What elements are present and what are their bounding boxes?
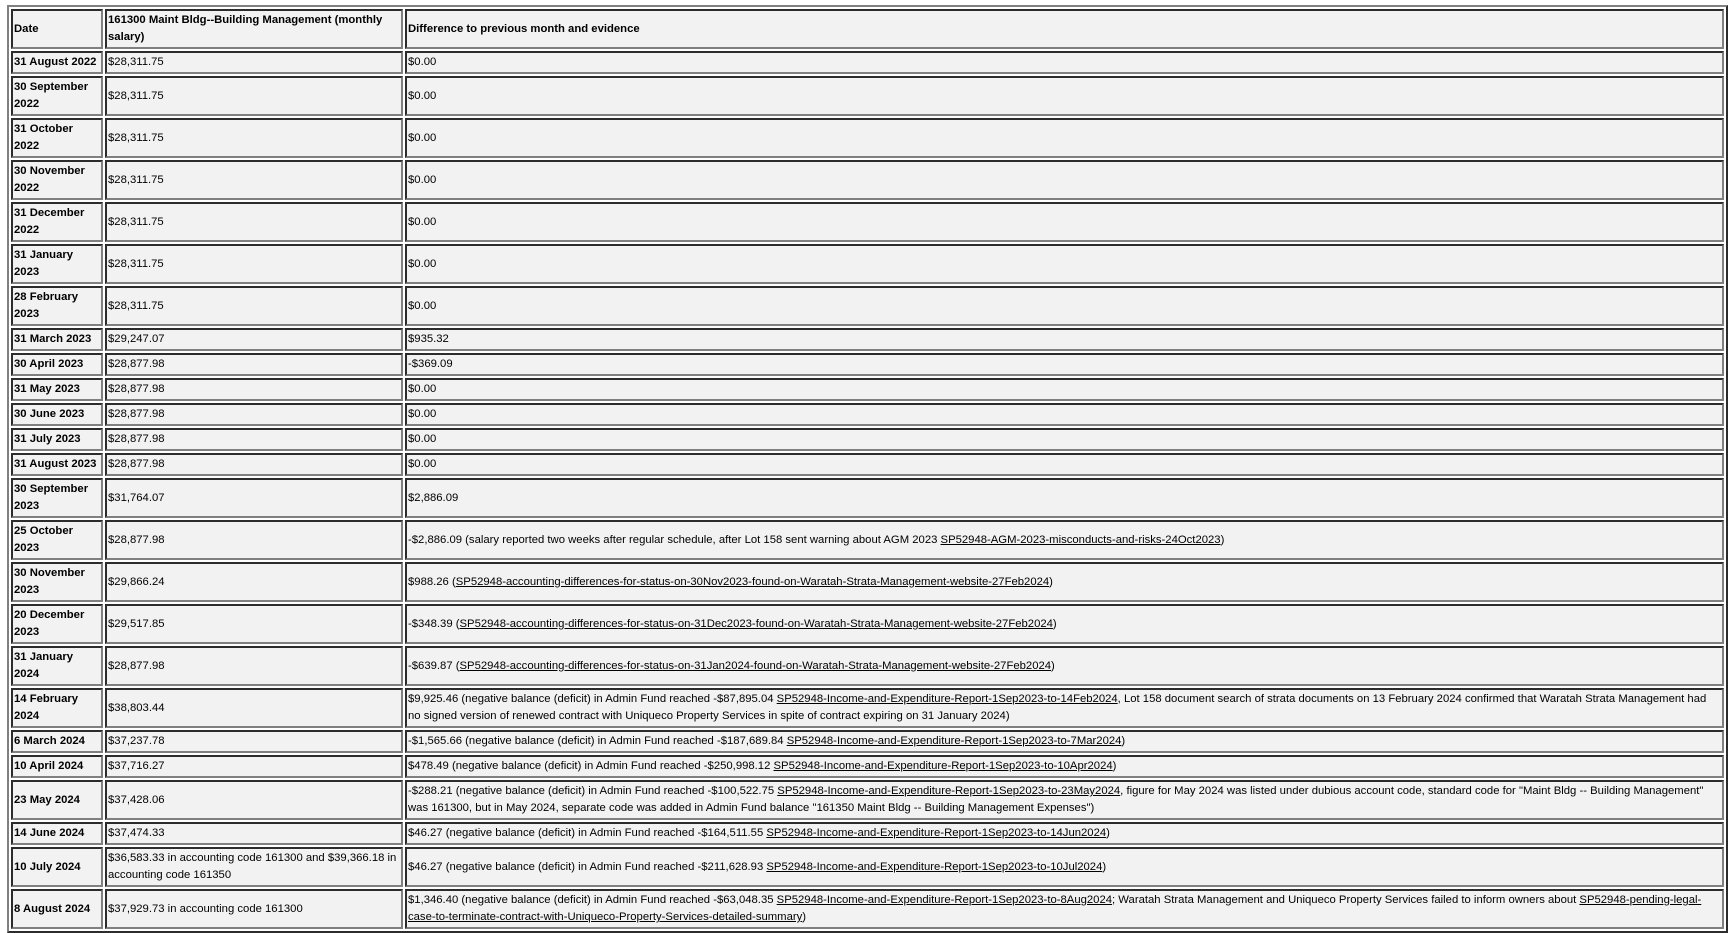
difference-text: , Lot 158 document search of strata documents on 13 February 2024 confirmed that Waratah Strata Management had no signed version of renewed contract with Uniqueco Property Services in spite of contract expiring on 31 January 2024) xyxy=(408,693,1707,722)
table-row xyxy=(11,428,1724,451)
table-row xyxy=(11,328,1724,351)
row-difference xyxy=(405,202,1724,242)
difference-text: -$369.09 xyxy=(408,358,453,370)
table-row xyxy=(11,520,1724,560)
row-salary: $28,311.75 xyxy=(105,160,403,200)
row-difference xyxy=(405,160,1724,200)
difference-text: $0.00 xyxy=(408,408,437,420)
difference-text: ) xyxy=(1052,617,1057,630)
table-row xyxy=(11,378,1724,401)
row-date: 30 September 2022 xyxy=(11,76,103,116)
header-salary: 161300 Maint Bldg--Building Management (monthly salary) xyxy=(105,9,403,49)
evidence-link[interactable]: SP52948-Income-and-Expenditure-Report-1Sep2023-to-7Mar2024 xyxy=(786,735,1122,747)
row-difference xyxy=(405,378,1724,401)
table-row xyxy=(11,889,1724,929)
row-difference xyxy=(405,76,1724,116)
row-difference xyxy=(405,822,1724,845)
row-salary: $38,803.44 xyxy=(105,688,403,728)
difference-text: -$2,886.09 (salary reported two weeks after regular schedule, after Lot 158 sent warning about AGM 2023 xyxy=(408,533,941,546)
row-date: 31 December 2022 xyxy=(11,202,103,242)
table-row xyxy=(11,847,1724,887)
row-difference xyxy=(405,847,1724,887)
row-difference xyxy=(405,453,1724,476)
row-difference xyxy=(405,520,1724,560)
row-salary: $28,877.98 xyxy=(105,520,403,560)
evidence-link[interactable]: SP52948-Income-and-Expenditure-Report-1Sep2023-to-23May2024 xyxy=(777,785,1121,797)
table-row xyxy=(11,118,1724,158)
table-row xyxy=(11,453,1724,476)
table-row xyxy=(11,562,1724,602)
row-difference xyxy=(405,428,1724,451)
table-row xyxy=(11,403,1724,426)
row-salary: $29,517.85 xyxy=(105,604,403,644)
row-date: 31 January 2024 xyxy=(11,646,103,686)
difference-text: $0.00 xyxy=(408,257,437,270)
row-difference xyxy=(405,244,1724,284)
difference-text: $0.00 xyxy=(408,89,437,102)
row-salary: $37,929.73 in accounting code 161300 xyxy=(105,889,403,929)
difference-text: $2,886.09 xyxy=(408,491,459,504)
row-date: 14 June 2024 xyxy=(11,822,103,845)
difference-text: -$639.87 ( xyxy=(408,659,460,672)
row-difference xyxy=(405,780,1724,820)
row-difference xyxy=(405,118,1724,158)
difference-text: $988.26 ( xyxy=(408,575,456,588)
row-difference xyxy=(405,286,1724,326)
difference-text: ) xyxy=(1049,575,1053,588)
row-salary: $36,583.33 in accounting code 161300 and $39,366.18 in accounting code 161350 xyxy=(105,847,403,887)
row-difference xyxy=(405,328,1724,351)
row-difference xyxy=(405,478,1724,518)
row-difference xyxy=(405,755,1724,778)
row-salary: $28,311.75 xyxy=(105,202,403,242)
difference-text: ) xyxy=(1121,735,1126,747)
row-date: 31 July 2023 xyxy=(11,428,103,451)
row-salary: $28,877.98 xyxy=(105,453,403,476)
evidence-link[interactable]: SP52948-Income-and-Expenditure-Report-1Sep2023-to-14Jun2024 xyxy=(766,827,1107,839)
row-date: 10 April 2024 xyxy=(11,755,103,778)
difference-text: $0.00 xyxy=(408,173,437,186)
difference-text: ) xyxy=(1112,760,1117,772)
row-salary: $28,877.98 xyxy=(105,428,403,451)
table-row xyxy=(11,730,1724,753)
row-salary: $28,311.75 xyxy=(105,118,403,158)
table-row xyxy=(11,286,1724,326)
row-date: 30 November 2023 xyxy=(11,562,103,602)
row-salary: $37,716.27 xyxy=(105,755,403,778)
difference-text: $0.00 xyxy=(408,433,437,445)
salary-table xyxy=(7,5,1728,933)
difference-text: -$348.39 ( xyxy=(408,617,460,630)
row-difference xyxy=(405,353,1724,376)
evidence-link[interactable]: SP52948-AGM-2023-misconducts-and-risks-24Oct2023 xyxy=(940,533,1221,546)
row-date: 31 January 2023 xyxy=(11,244,103,284)
evidence-link[interactable]: SP52948-pending-legal-case-to-terminate-contract-with-Uniqueco-Property-Services-detailed-summary xyxy=(408,894,1702,923)
row-salary: $28,877.98 xyxy=(105,403,403,426)
difference-text: $1,346.40 (negative balance (deficit) in Admin Fund reached -$63,048.35 xyxy=(408,894,777,906)
row-date: 30 June 2023 xyxy=(11,403,103,426)
row-salary: $28,877.98 xyxy=(105,378,403,401)
difference-text: $0.00 xyxy=(408,383,437,395)
row-salary: $28,311.75 xyxy=(105,286,403,326)
row-date: 30 April 2023 xyxy=(11,353,103,376)
table-row xyxy=(11,755,1724,778)
row-date: 20 December 2023 xyxy=(11,604,103,644)
difference-text: , figure for May 2024 was listed under dubious account code, standard code for "Maint Bldg -- Building Management" was 161300, but in May 2024, separate code was added in Admin Fund balance "161350 Maint Bldg -- Building Management Expenses") xyxy=(408,785,1704,814)
evidence-link[interactable]: SP52948-Income-and-Expenditure-Report-1Sep2023-to-10Apr2024 xyxy=(773,760,1113,772)
difference-text: ) xyxy=(1051,659,1055,672)
row-salary: $37,237.78 xyxy=(105,730,403,753)
row-date: 28 February 2023 xyxy=(11,286,103,326)
difference-text: $46.27 (negative balance (deficit) in Admin Fund reached -$211,628.93 xyxy=(408,860,767,873)
table-row xyxy=(11,688,1724,728)
difference-text: $0.00 xyxy=(408,458,437,470)
difference-text: $46.27 (negative balance (deficit) in Admin Fund reached -$164,511.55 xyxy=(408,827,767,839)
row-difference xyxy=(405,688,1724,728)
row-date: 31 October 2022 xyxy=(11,118,103,158)
table-row xyxy=(11,76,1724,116)
header-row xyxy=(11,9,1724,49)
row-salary: $29,866.24 xyxy=(105,562,403,602)
row-date: 6 March 2024 xyxy=(11,730,103,753)
row-salary: $37,428.06 xyxy=(105,780,403,820)
row-date: 30 September 2023 xyxy=(11,478,103,518)
table-body xyxy=(11,51,1724,929)
difference-text: $0.00 xyxy=(408,131,437,144)
row-salary: $31,764.07 xyxy=(105,478,403,518)
row-date: 8 August 2024 xyxy=(11,889,103,929)
difference-text: $935.32 xyxy=(408,333,449,345)
difference-text: -$288.21 (negative balance (deficit) in Admin Fund reached -$100,522.75 xyxy=(408,785,778,797)
row-date: 10 July 2024 xyxy=(11,847,103,887)
table-row xyxy=(11,202,1724,242)
difference-text: ) xyxy=(802,911,807,923)
row-date: 25 October 2023 xyxy=(11,520,103,560)
difference-text: $0.00 xyxy=(408,299,437,312)
table-row xyxy=(11,604,1724,644)
difference-text: $478.49 (negative balance (deficit) in Admin Fund reached -$250,998.12 xyxy=(408,760,774,772)
table-row xyxy=(11,51,1724,74)
row-date: 31 August 2022 xyxy=(11,51,103,74)
difference-text: ) xyxy=(1220,533,1225,546)
header-date: Date xyxy=(11,9,103,49)
row-difference xyxy=(405,51,1724,74)
row-salary: $29,247.07 xyxy=(105,328,403,351)
evidence-link[interactable]: SP52948-Income-and-Expenditure-Report-1Sep2023-to-10Jul2024 xyxy=(766,860,1103,873)
difference-text: ; Waratah Strata Management and Uniqueco Property Services failed to inform owners about xyxy=(1112,894,1580,906)
table-row xyxy=(11,478,1724,518)
table-row xyxy=(11,646,1724,686)
difference-text: $0.00 xyxy=(408,56,437,68)
difference-text: ) xyxy=(1106,827,1110,839)
difference-text: -$1,565.66 (negative balance (deficit) in Admin Fund reached -$187,689.84 xyxy=(408,735,787,747)
table-row xyxy=(11,822,1724,845)
row-salary: $28,877.98 xyxy=(105,646,403,686)
table-row xyxy=(11,780,1724,820)
table-row xyxy=(11,244,1724,284)
row-difference xyxy=(405,403,1724,426)
row-difference xyxy=(405,889,1724,929)
row-date: 30 November 2022 xyxy=(11,160,103,200)
row-difference xyxy=(405,604,1724,644)
row-difference xyxy=(405,562,1724,602)
difference-text: $9,925.46 (negative balance (deficit) in Admin Fund reached -$87,895.04 xyxy=(408,693,777,705)
difference-text: $0.00 xyxy=(408,215,437,228)
evidence-link[interactable]: SP52948-accounting-differences-for-status-on-31Jan2024-found-on-Waratah-Strata-Management-website-27Feb2024 xyxy=(459,659,1052,672)
table-row xyxy=(11,353,1724,376)
table-row xyxy=(11,160,1724,200)
row-date: 31 March 2023 xyxy=(11,328,103,351)
evidence-link[interactable]: SP52948-accounting-differences-for-status-on-31Dec2023-found-on-Waratah-Strata-Management-website-27Feb2024 xyxy=(459,617,1053,630)
row-salary: $28,877.98 xyxy=(105,353,403,376)
evidence-link[interactable]: SP52948-Income-and-Expenditure-Report-1Sep2023-to-14Feb2024 xyxy=(776,693,1118,705)
row-salary: $28,311.75 xyxy=(105,51,403,74)
header-difference: Difference to previous month and evidence xyxy=(405,9,1724,49)
difference-text: ) xyxy=(1102,860,1107,873)
row-date: 31 May 2023 xyxy=(11,378,103,401)
row-date: 14 February 2024 xyxy=(11,688,103,728)
row-salary: $28,311.75 xyxy=(105,76,403,116)
row-difference xyxy=(405,730,1724,753)
row-date: 23 May 2024 xyxy=(11,780,103,820)
evidence-link[interactable]: SP52948-Income-and-Expenditure-Report-1Sep2023-to-8Aug2024 xyxy=(776,894,1113,906)
evidence-link[interactable]: SP52948-accounting-differences-for-status-on-30Nov2023-found-on-Waratah-Strata-Management-website-27Feb2024 xyxy=(455,575,1050,588)
row-difference xyxy=(405,646,1724,686)
row-salary: $37,474.33 xyxy=(105,822,403,845)
row-salary: $28,311.75 xyxy=(105,244,403,284)
row-date: 31 August 2023 xyxy=(11,453,103,476)
